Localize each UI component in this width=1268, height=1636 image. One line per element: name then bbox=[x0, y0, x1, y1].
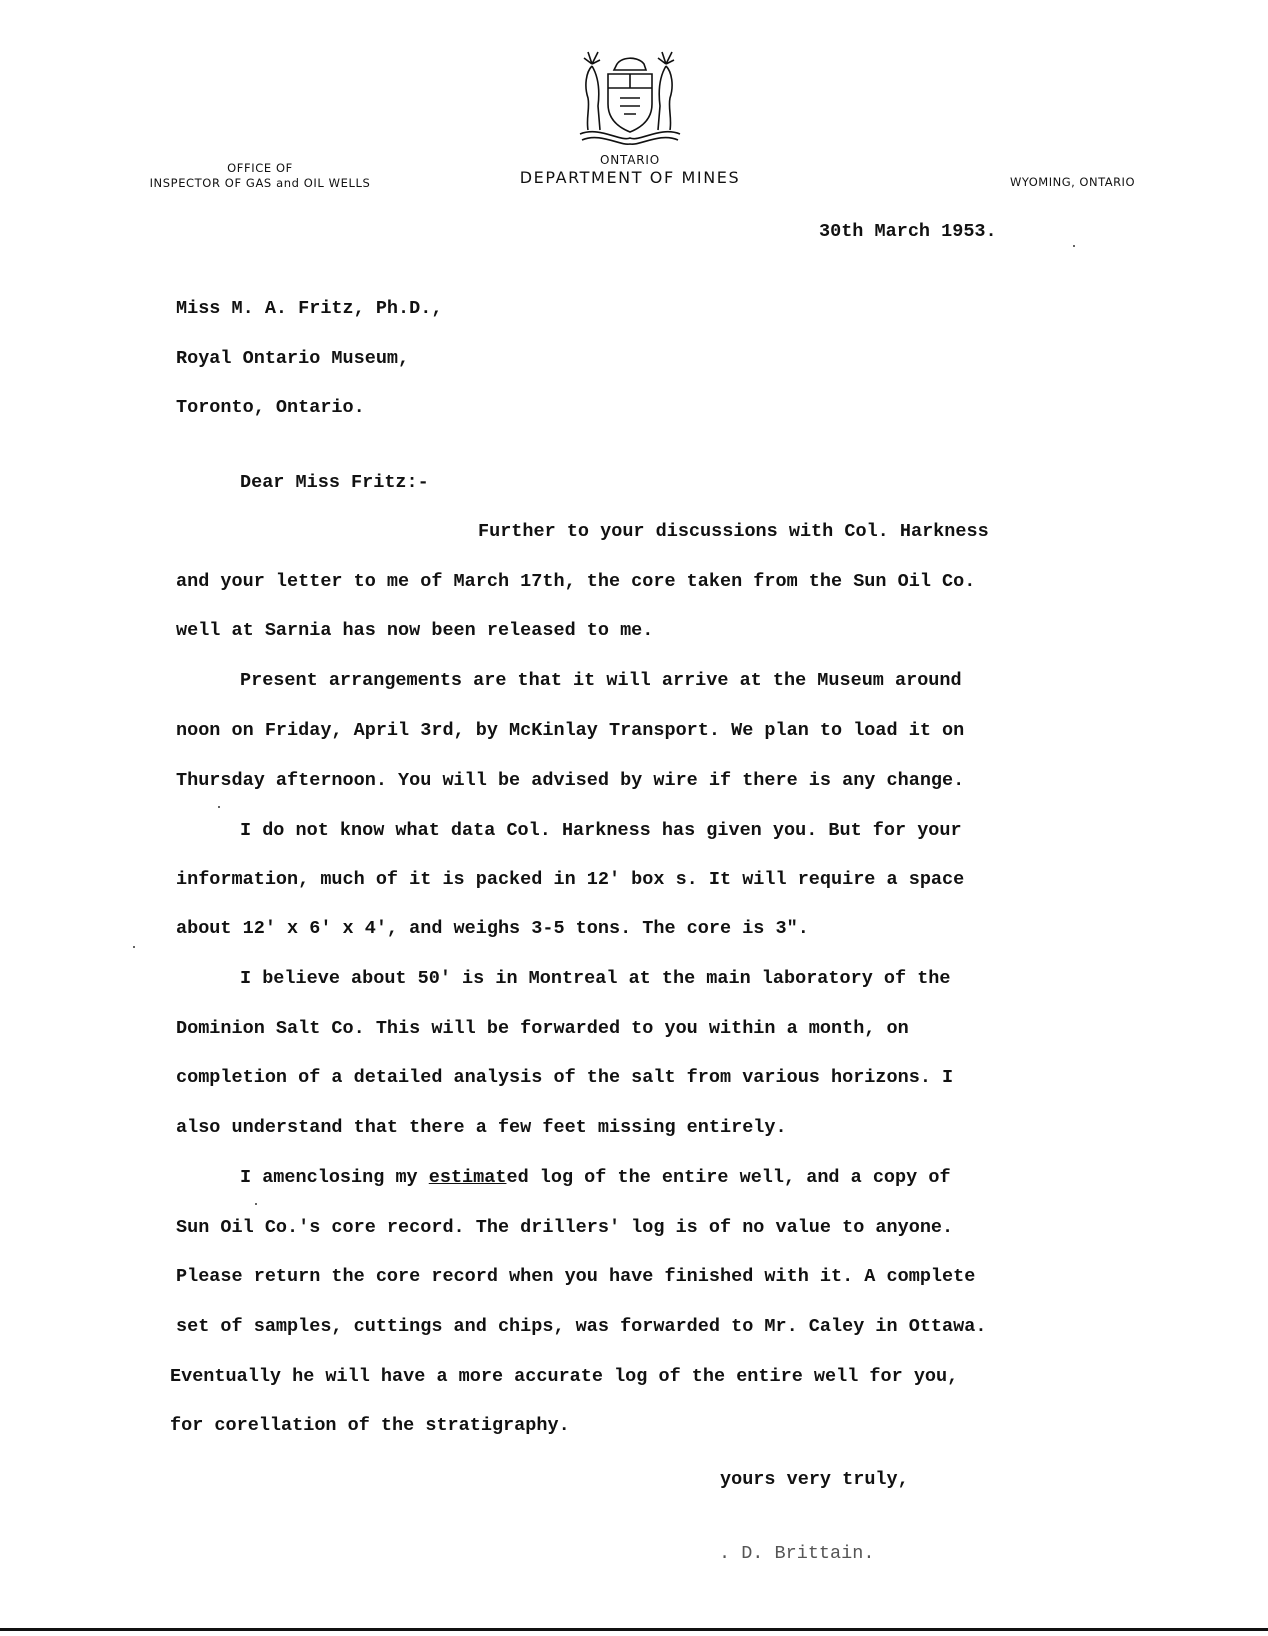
scan-bottom-edge bbox=[0, 1628, 1268, 1631]
underlined-word: estimat bbox=[428, 1167, 507, 1188]
office-line-1: OFFICE OF bbox=[227, 161, 293, 175]
letter-date: 30th March 1953. bbox=[819, 221, 997, 242]
body-line: I do not know what data Col. Harkness has given you. But for your bbox=[240, 820, 962, 841]
scan-speck bbox=[218, 806, 220, 808]
body-line: Present arrangements are that it will arrive at the Museum around bbox=[240, 670, 962, 691]
body-line: also understand that there a few feet missing entirely. bbox=[176, 1117, 787, 1138]
body-line: Dominion Salt Co. This will be forwarded to you within a month, on bbox=[176, 1018, 909, 1039]
scan-speck bbox=[1073, 245, 1075, 247]
coat-of-arms-crest bbox=[570, 46, 690, 146]
scan-speck bbox=[255, 1203, 257, 1205]
body-line: Sun Oil Co.'s core record. The drillers' log is of no value to anyone. bbox=[176, 1217, 954, 1238]
body-line: about 12' x 6' x 4', and weighs 3-5 tons. The core is 3". bbox=[176, 918, 809, 939]
recipient-city: Toronto, Ontario. bbox=[176, 397, 365, 418]
body-text-segment: ed log of the entire well, and a copy of bbox=[506, 1167, 951, 1188]
body-line: Please return the core record when you have finished with it. A complete bbox=[176, 1266, 976, 1287]
body-line: I believe about 50' is in Montreal at the main laboratory of the bbox=[240, 968, 951, 989]
body-line: and your letter to me of March 17th, the core taken from the Sun Oil Co. bbox=[176, 571, 976, 592]
recipient-institution: Royal Ontario Museum, bbox=[176, 348, 410, 369]
office-location: WYOMING, ONTARIO bbox=[1009, 175, 1135, 189]
recipient-name: Miss M. A. Fritz, Ph.D., bbox=[176, 298, 443, 319]
body-line: noon on Friday, April 3rd, by McKinlay Transport. We plan to load it on bbox=[176, 720, 965, 741]
body-line: completion of a detailed analysis of the salt from various horizons. I bbox=[176, 1067, 954, 1088]
signature-block: . D. Brittain. bbox=[719, 1543, 875, 1564]
scan-speck bbox=[133, 946, 135, 948]
body-line-with-correction bbox=[240, 1167, 951, 1189]
salutation: Dear Miss Fritz:- bbox=[240, 472, 429, 493]
office-line-2: INSPECTOR OF GAS and OIL WELLS bbox=[149, 176, 371, 190]
office-of-inspector-heading bbox=[140, 161, 380, 191]
province-name: ONTARIO bbox=[600, 153, 660, 167]
complimentary-close: yours very truly, bbox=[720, 1469, 909, 1490]
overtyped-word: I am bbox=[240, 1167, 285, 1188]
body-line: information, much of it is packed in 12' box s. It will require a space bbox=[176, 869, 965, 890]
body-line: set of samples, cuttings and chips, was forwarded to Mr. Caley in Ottawa. bbox=[176, 1316, 987, 1337]
body-line: Thursday afternoon. You will be advised by wire if there is any change. bbox=[176, 770, 965, 791]
body-line: well at Sarnia has now been released to me. bbox=[176, 620, 654, 641]
body-text-segment: enclosing my bbox=[284, 1167, 429, 1188]
body-line: for corellation of the stratigraphy. bbox=[170, 1415, 570, 1436]
department-name: DEPARTMENT OF MINES bbox=[519, 168, 741, 187]
body-line: Further to your discussions with Col. Harkness bbox=[478, 521, 989, 542]
department-heading bbox=[480, 152, 780, 188]
body-line: Eventually he will have a more accurate log of the entire well for you, bbox=[170, 1366, 959, 1387]
